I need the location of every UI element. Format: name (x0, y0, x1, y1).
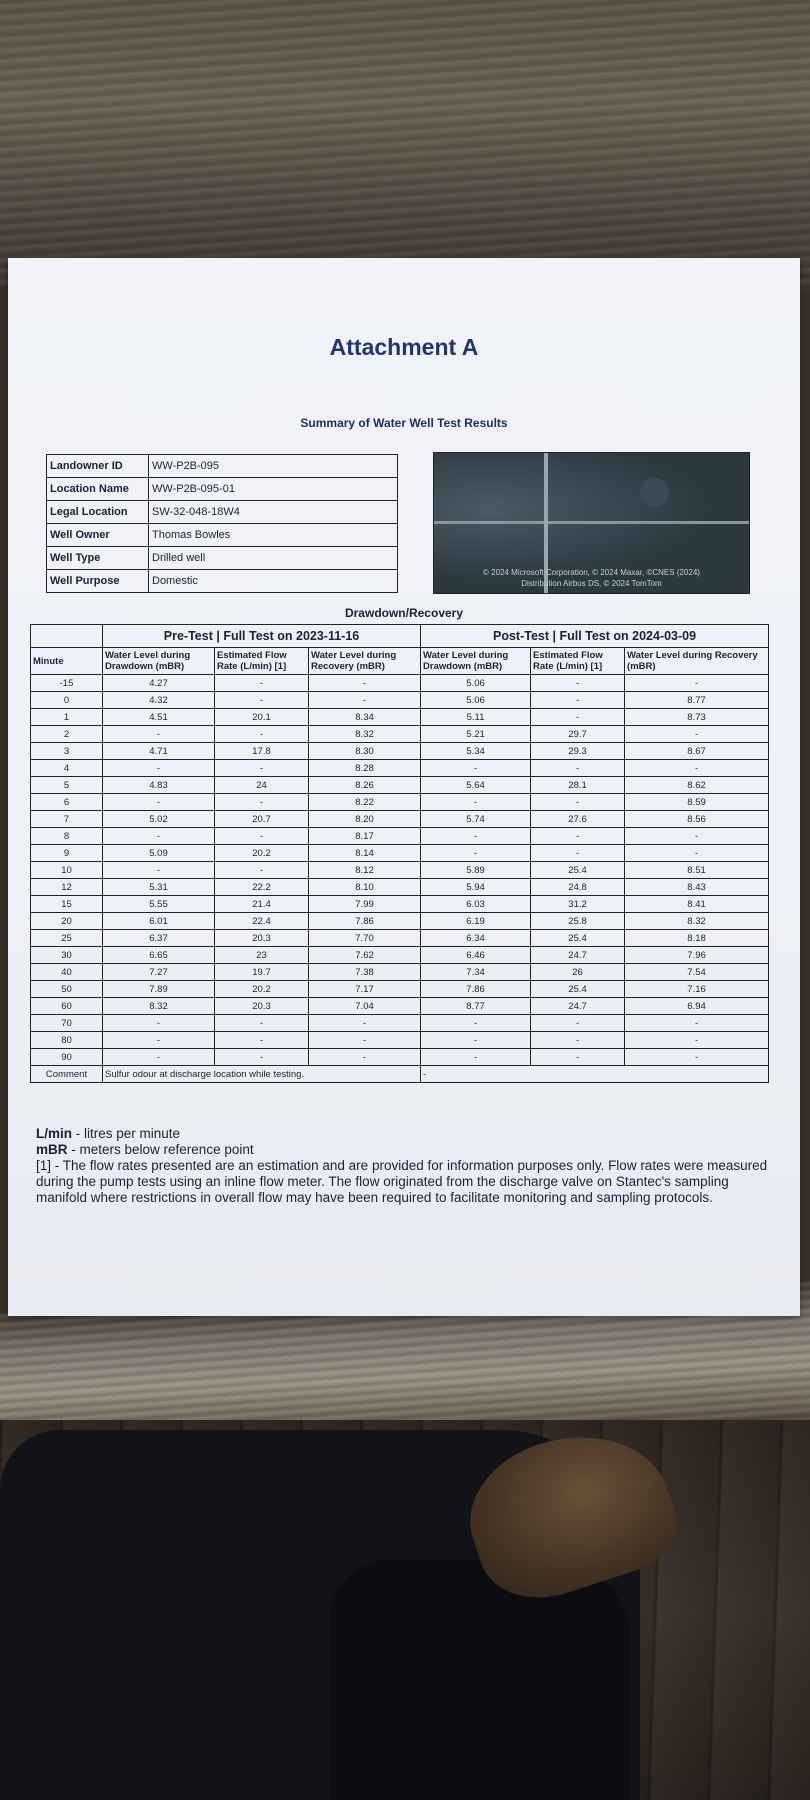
table-cell: - (103, 828, 215, 845)
table-cell: 7.96 (625, 947, 769, 964)
table-cell: 8.32 (309, 726, 421, 743)
comment-row (31, 1066, 769, 1083)
map-credit-line-2: Distribution Airbus DS, © 2024 TomTom (521, 579, 662, 588)
table-cell: - (531, 692, 625, 709)
column-header: Water Level during Drawdown (mBR) (421, 648, 531, 675)
table-cell: 7.99 (309, 896, 421, 913)
info-label: Well Purpose (47, 570, 149, 593)
table-row (31, 930, 769, 947)
table-row (31, 845, 769, 862)
table-cell: 8.26 (309, 777, 421, 794)
table-cell: 25.4 (531, 862, 625, 879)
table-cell: 25.4 (531, 981, 625, 998)
table-cell: - (421, 1032, 531, 1049)
table-cell: - (421, 1049, 531, 1066)
table-cell: 7.62 (309, 947, 421, 964)
minute-cell: -15 (31, 675, 103, 692)
info-row (47, 478, 398, 501)
table-row (31, 777, 769, 794)
table-cell: 8.43 (625, 879, 769, 896)
table-cell: 5.31 (103, 879, 215, 896)
table-cell: 5.74 (421, 811, 531, 828)
table-cell: 17.8 (215, 743, 309, 760)
table-cell: - (215, 828, 309, 845)
table-cell: 5.34 (421, 743, 531, 760)
table-cell: 19.7 (215, 964, 309, 981)
table-cell: 7.17 (309, 981, 421, 998)
table-cell: 28.1 (531, 777, 625, 794)
table-cell: - (103, 760, 215, 777)
note-lmin (36, 1126, 776, 1142)
table-row (31, 692, 769, 709)
minute-cell: 5 (31, 777, 103, 794)
table-cell: - (103, 794, 215, 811)
section-title: Drawdown/Recovery (344, 606, 464, 620)
table-cell: 6.94 (625, 998, 769, 1015)
table-cell: - (531, 760, 625, 777)
map-credit-line-1: © 2024 Microsoft Corporation, © 2024 Maxar, ©CNES (2024) (483, 568, 700, 577)
table-cell: - (625, 726, 769, 743)
table-cell: - (531, 845, 625, 862)
column-header: Minute (31, 648, 103, 675)
table-cell: 8.28 (309, 760, 421, 777)
info-label: Location Name (47, 478, 149, 501)
table-cell: - (421, 794, 531, 811)
table-cell: 8.18 (625, 930, 769, 947)
table-cell: 8.77 (625, 692, 769, 709)
table-cell: 6.37 (103, 930, 215, 947)
table-row (31, 964, 769, 981)
table-cell: - (309, 1032, 421, 1049)
table-cell: 25.4 (531, 930, 625, 947)
table-row (31, 709, 769, 726)
table-cell: 6.34 (421, 930, 531, 947)
table-cell: 20.3 (215, 998, 309, 1015)
table-cell: - (215, 675, 309, 692)
table-cell: - (531, 1015, 625, 1032)
table-row (31, 1049, 769, 1066)
map-credit (434, 567, 749, 589)
table-cell: 4.71 (103, 743, 215, 760)
info-value: SW-32-048-18W4 (149, 501, 398, 524)
comment-pre-test: Sulfur odour at discharge location while testing. (103, 1066, 421, 1083)
table-cell: - (531, 1032, 625, 1049)
well-info-table (46, 454, 398, 593)
info-label: Well Owner (47, 524, 149, 547)
minute-cell: 3 (31, 743, 103, 760)
satellite-map-image (433, 452, 750, 594)
minute-cell: 70 (31, 1015, 103, 1032)
table-cell: - (625, 828, 769, 845)
wooden-table-background (0, 0, 810, 290)
table-cell: - (103, 1049, 215, 1066)
note-mbr (36, 1142, 776, 1158)
table-cell: - (625, 1015, 769, 1032)
info-row (47, 501, 398, 524)
table-row (31, 675, 769, 692)
minute-cell: 25 (31, 930, 103, 947)
pre-test-header: Pre-Test | Full Test on 2023-11-16 (103, 625, 421, 648)
minute-cell: 60 (31, 998, 103, 1015)
table-cell: 7.70 (309, 930, 421, 947)
column-header: Water Level during Recovery (mBR) (625, 648, 769, 675)
table-cell: 5.55 (103, 896, 215, 913)
table-cell: 8.67 (625, 743, 769, 760)
info-row (47, 524, 398, 547)
minute-cell: 50 (31, 981, 103, 998)
table-cell: - (309, 675, 421, 692)
table-cell: - (215, 1032, 309, 1049)
minute-cell: 7 (31, 811, 103, 828)
table-cell: - (625, 760, 769, 777)
document-page (8, 258, 800, 1316)
table-cell: 25.8 (531, 913, 625, 930)
minute-cell: 40 (31, 964, 103, 981)
table-row (31, 1015, 769, 1032)
info-row (47, 547, 398, 570)
info-row (47, 570, 398, 593)
table-cell: 6.01 (103, 913, 215, 930)
table-cell: 7.04 (309, 998, 421, 1015)
minute-cell: 0 (31, 692, 103, 709)
table-cell: 5.11 (421, 709, 531, 726)
minute-cell: 90 (31, 1049, 103, 1066)
header-blank (31, 625, 103, 648)
table-cell: 5.89 (421, 862, 531, 879)
info-label: Landowner ID (47, 455, 149, 478)
table-cell: 5.02 (103, 811, 215, 828)
table-row (31, 794, 769, 811)
table-cell: - (103, 862, 215, 879)
info-label: Well Type (47, 547, 149, 570)
table-cell: - (531, 1049, 625, 1066)
table-cell: 8.17 (309, 828, 421, 845)
table-cell: 21.4 (215, 896, 309, 913)
table-row (31, 998, 769, 1015)
minute-cell: 1 (31, 709, 103, 726)
table-cell: - (421, 760, 531, 777)
table-row (31, 760, 769, 777)
info-value: Domestic (149, 570, 398, 593)
table-cell: 6.46 (421, 947, 531, 964)
table-row (31, 828, 769, 845)
table-cell: 31.2 (531, 896, 625, 913)
table-cell: 7.27 (103, 964, 215, 981)
table-cell: - (531, 709, 625, 726)
note-footnote: [1] - The flow rates presented are an estimation and are provided for information purposes only. Flow rates were measured during the pump tests using an inline flow meter. The flow originated from the discharge valve on Stantec's sampling manifold where restrictions in overall flow may have been required to facilitate monitoring and sampling protocols. (36, 1158, 768, 1205)
table-cell: - (531, 828, 625, 845)
table-cell: 22.4 (215, 913, 309, 930)
table-cell: 8.62 (625, 777, 769, 794)
table-cell: - (103, 726, 215, 743)
table-cell: 5.06 (421, 675, 531, 692)
note-lmin-definition: - litres per minute (72, 1126, 181, 1141)
table-cell: 8.32 (103, 998, 215, 1015)
table-cell: 6.03 (421, 896, 531, 913)
comment-post-test: - (421, 1066, 769, 1083)
table-cell: 8.32 (625, 913, 769, 930)
column-header: Water Level during Drawdown (mBR) (103, 648, 215, 675)
minute-cell: 12 (31, 879, 103, 896)
column-header: Estimated Flow Rate (L/min) [1] (531, 648, 625, 675)
table-cell: 5.94 (421, 879, 531, 896)
table-cell: 29.7 (531, 726, 625, 743)
table-cell: 7.86 (421, 981, 531, 998)
column-header: Water Level during Recovery (mBR) (309, 648, 421, 675)
minute-cell: 30 (31, 947, 103, 964)
table-cell: 4.27 (103, 675, 215, 692)
document-subtitle: Summary of Water Well Test Results (300, 416, 508, 430)
table-cell: - (309, 1049, 421, 1066)
minute-cell: 80 (31, 1032, 103, 1049)
person-legs-shadow (330, 1560, 630, 1800)
info-label: Legal Location (47, 501, 149, 524)
table-cell: 22.2 (215, 879, 309, 896)
note-mbr-term: mBR (36, 1142, 68, 1157)
table-cell: - (421, 828, 531, 845)
table-cell: 8.12 (309, 862, 421, 879)
table-cell: 23 (215, 947, 309, 964)
post-test-header: Post-Test | Full Test on 2024-03-09 (421, 625, 769, 648)
table-cell: - (103, 1015, 215, 1032)
table-cell: 5.09 (103, 845, 215, 862)
table-cell: - (215, 1015, 309, 1032)
minute-cell: 2 (31, 726, 103, 743)
table-row (31, 862, 769, 879)
info-value: Thomas Bowles (149, 524, 398, 547)
table-cell: 8.20 (309, 811, 421, 828)
table-cell: 20.3 (215, 930, 309, 947)
table-cell: 8.34 (309, 709, 421, 726)
table-cell: 24.8 (531, 879, 625, 896)
info-value: Drilled well (149, 547, 398, 570)
table-cell: 29.3 (531, 743, 625, 760)
table-cell: 6.19 (421, 913, 531, 930)
table-cell: 8.14 (309, 845, 421, 862)
table-cell: 24.7 (531, 998, 625, 1015)
table-cell: 20.1 (215, 709, 309, 726)
table-cell: 27.6 (531, 811, 625, 828)
table-cell: 7.16 (625, 981, 769, 998)
note-lmin-term: L/min (36, 1126, 72, 1141)
table-cell: - (215, 726, 309, 743)
info-row (47, 455, 398, 478)
table-cell: - (215, 1049, 309, 1066)
info-value: WW-P2B-095-01 (149, 478, 398, 501)
table-cell: 5.21 (421, 726, 531, 743)
minute-cell: 8 (31, 828, 103, 845)
table-row (31, 947, 769, 964)
table-row (31, 1032, 769, 1049)
info-value: WW-P2B-095 (149, 455, 398, 478)
table-cell: 20.7 (215, 811, 309, 828)
table-row (31, 913, 769, 930)
drawdown-recovery-table (30, 624, 769, 1083)
table-cell: 4.32 (103, 692, 215, 709)
table-cell: - (309, 1015, 421, 1032)
column-header: Estimated Flow Rate (L/min) [1] (215, 648, 309, 675)
table-cell: - (625, 1049, 769, 1066)
table-cell: - (531, 675, 625, 692)
table-cell: 24.7 (531, 947, 625, 964)
minute-cell: 10 (31, 862, 103, 879)
document-title: Attachment A (329, 334, 479, 360)
table-row (31, 896, 769, 913)
table-cell: 8.77 (421, 998, 531, 1015)
table-cell: 20.2 (215, 845, 309, 862)
table-cell: 20.2 (215, 981, 309, 998)
table-cell: - (215, 692, 309, 709)
table-cell: 26 (531, 964, 625, 981)
table-cell: 7.86 (309, 913, 421, 930)
table-cell: 8.73 (625, 709, 769, 726)
table-cell: 7.54 (625, 964, 769, 981)
minute-cell: 6 (31, 794, 103, 811)
notes (36, 1126, 776, 1206)
comment-label: Comment (31, 1066, 103, 1083)
table-cell: - (421, 845, 531, 862)
table-cell: - (215, 794, 309, 811)
table-cell: 8.22 (309, 794, 421, 811)
table-cell: - (625, 1032, 769, 1049)
table-cell: 7.38 (309, 964, 421, 981)
table-cell: - (625, 675, 769, 692)
table-cell: 8.41 (625, 896, 769, 913)
minute-cell: 4 (31, 760, 103, 777)
table-cell: 5.06 (421, 692, 531, 709)
minute-cell: 9 (31, 845, 103, 862)
table-cell: - (103, 1032, 215, 1049)
table-cell: 8.51 (625, 862, 769, 879)
table-cell: 7.89 (103, 981, 215, 998)
table-cell: 7.34 (421, 964, 531, 981)
table-cell: - (215, 760, 309, 777)
table-cell: - (531, 794, 625, 811)
table-cell: 8.59 (625, 794, 769, 811)
minute-cell: 15 (31, 896, 103, 913)
table-cell: 4.83 (103, 777, 215, 794)
table-cell: 6.65 (103, 947, 215, 964)
table-cell: 8.56 (625, 811, 769, 828)
note-mbr-definition: - meters below reference point (67, 1142, 254, 1157)
table-cell: - (309, 692, 421, 709)
table-cell: 24 (215, 777, 309, 794)
table-row (31, 726, 769, 743)
table-cell: 5.64 (421, 777, 531, 794)
table-cell: 8.10 (309, 879, 421, 896)
table-row (31, 811, 769, 828)
minute-cell: 20 (31, 913, 103, 930)
table-cell: - (215, 862, 309, 879)
table-row (31, 879, 769, 896)
table-cell: - (421, 1015, 531, 1032)
table-cell: 8.30 (309, 743, 421, 760)
table-cell: 4.51 (103, 709, 215, 726)
table-row (31, 743, 769, 760)
table-row (31, 981, 769, 998)
table-cell: - (625, 845, 769, 862)
